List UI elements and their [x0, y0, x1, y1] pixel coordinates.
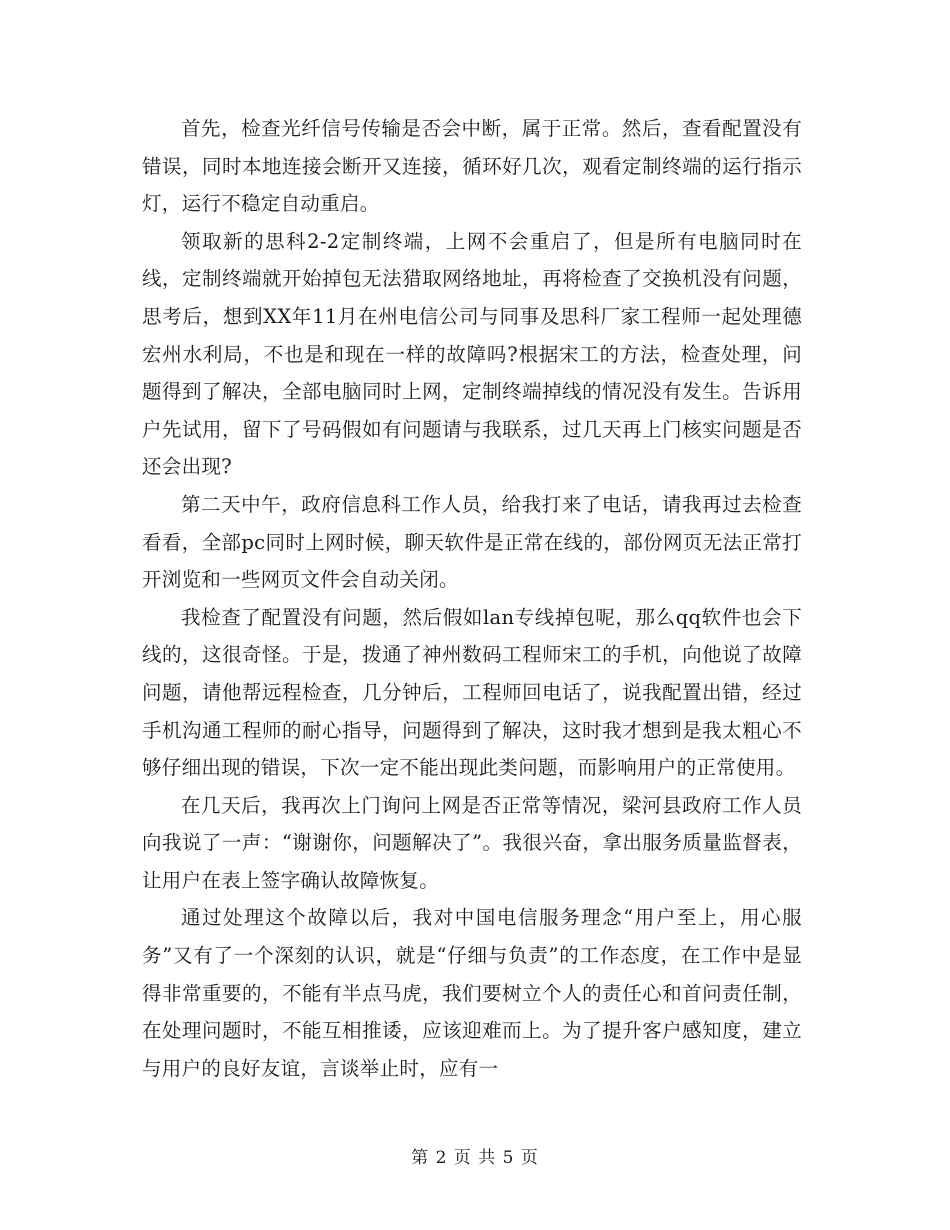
paragraph: 通过处理这个故障以后，我对中国电信服务理念“用户至上，用心服务”又有了一个深刻的认识，就是“仔细与负责”的工作态度，在工作中是显得非常重要的，不能有半点马虎，我们要树立个人的责任心和首问责任制，在处理问题时，不能互相推诿，应该迎难而上。为了提升客户感知度，建立与用户的良好友谊，言谈举止时，应有一 [142, 906, 802, 1080]
paragraph: 第二天中午，政府信息科工作人员，给我打来了电话，请我再过去检查看看，全部pc同时上网时候，聊天软件是正常在线的，部份网页无法正常打开浏览和一些网页文件会自动关闭。 [142, 492, 802, 592]
document-body [142, 110, 802, 1087]
paragraph: 领取新的思科2-2定制终端，上网不会重启了，但是所有电脑同时在线，定制终端就开始掉包无法猎取网络地址，再将检查了交换机没有问题，思考后，想到XX年11月在州电信公司与同事及思科厂家工程师一起处理德宏州水利局，不也是和现在一样的故障吗?根据宋工的方法，检查处理，问题得到了解决，全部电脑同时上网，定制终端掉线的情况没有发生。告诉用户先试用，留下了号码假如有问题请与我联系，过几天再上门核实问题是否还会出现? [142, 229, 802, 479]
page-number-footer: 第 2 页 共 5 页 [411, 1148, 539, 1168]
paragraph: 我检查了配置没有问题，然后假如lan专线掉包呢，那么qq软件也会下线的，这很奇怪。于是，拨通了神州数码工程师宋工的手机，向他说了故障问题，请他帮远程检查，几分钟后，工程师回电话了，说我配置出错，经过手机沟通工程师的耐心指导，问题得到了解决，这时我才想到是我太粗心不够仔细出现的错误，下次一定不能出现此类问题，而影响用户的正常使用。 [142, 605, 802, 780]
paragraph: 在几天后，我再次上门询问上网是否正常等情况，梁河县政府工作人员向我说了一声：“谢谢你，问题解决了”。我很兴奋，拿出服务质量监督表，让用户在表上签字确认故障恢复。 [142, 793, 802, 892]
paragraph: 首先，检查光纤信号传输是否会中断，属于正常。然后，查看配置没有错误，同时本地连接会断开又连接，循环好几次，观看定制终端的运行指示灯，运行不稳定自动重启。 [142, 117, 802, 216]
